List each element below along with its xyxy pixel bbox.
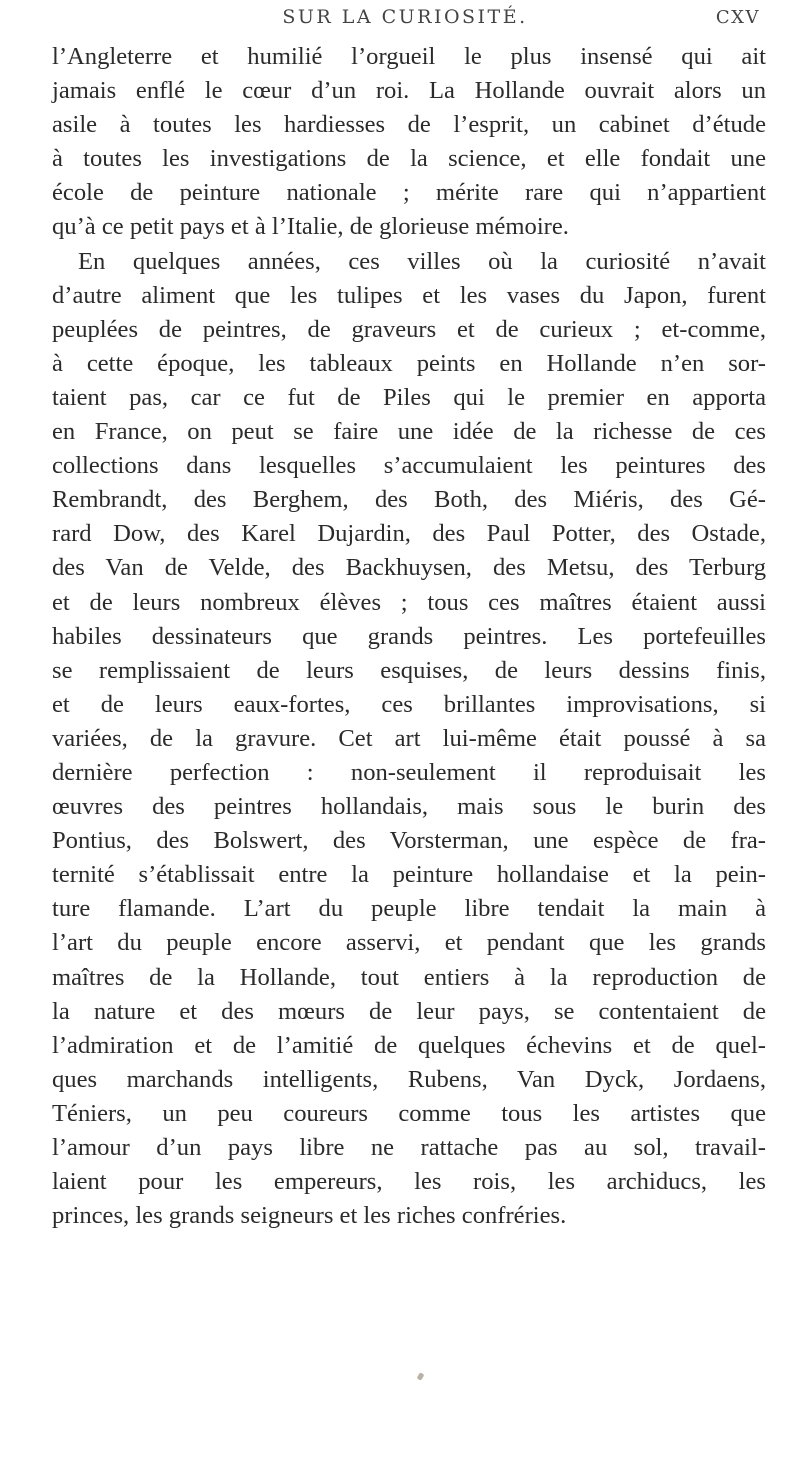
text-line: dernière perfection : non-seulement il reproduisait les [52,758,766,786]
text-line: qu’à ce petit pays et à l’Italie, de glorieuse mémoire. [52,213,569,241]
text-line: l’art du peuple encore asservi, et pendant que les grands [52,929,766,957]
running-head [50,6,760,36]
text-line: princes, les grands seigneurs et les riches confréries. [52,1202,567,1230]
text-line: l’admiration et de l’amitié de quelques échevins et de quel- [52,1031,766,1059]
text-line: jamais enflé le cœur d’un roi. La Hollande ouvrait alors un [52,77,766,105]
text-line: Rembrandt, des Berghem, des Both, des Miéris, des Gé- [52,486,766,514]
text-line: se remplissaient de leurs esquises, de leurs dessins finis, [52,656,766,684]
text-line: la nature et des mœurs de leur pays, se contentaient de [52,997,766,1025]
body-text [52,40,766,1233]
text-line: école de peinture nationale ; mérite rare qui n’appartient [52,179,766,207]
page-number: CXV [715,7,760,28]
text-line: Téniers, un peu coureurs comme tous les artistes que [52,1099,766,1127]
text-line: rard Dow, des Karel Dujardin, des Paul Potter, des Ostade, [52,520,766,548]
text-line: à toutes les investigations de la science, et elle fondait une [52,145,766,173]
text-line: taient pas, car ce fut de Piles qui le premier en apporta [52,383,766,411]
text-line: ques marchands intelligents, Rubens, Van Dyck, Jordaens, [52,1065,766,1093]
text-line: et de leurs nombreux élèves ; tous ces maîtres étaient aussi [52,588,766,616]
text-line: à cette époque, les tableaux peints en Hollande n’en sor- [52,349,766,377]
text-line: ternité s’établissait entre la peinture hollandaise et la pein- [52,861,766,889]
text-line: Pontius, des Bolswert, des Vorsterman, une espèce de fra- [52,827,766,855]
text-line: peuplées de peintres, de graveurs et de curieux ; et-comme, [52,315,766,343]
text-line: En quelques années, ces villes où la curiosité n’avait [78,247,766,275]
text-line: en France, on peut se faire une idée de la richesse de ces [52,418,766,446]
text-line: maîtres de la Hollande, tout entiers à la reproduction de [52,963,766,991]
text-line: habiles dessinateurs que grands peintres. Les portefeuilles [52,622,766,650]
text-line: des Van de Velde, des Backhuysen, des Metsu, des Terburg [52,554,766,582]
text-line: l’amour d’un pays libre ne rattache pas au sol, travail- [52,1134,766,1161]
ink-mark [417,1372,425,1381]
text-line: l’Angleterre et humilié l’orgueil le plus insensé qui ait [52,43,766,70]
text-line: ture flamande. L’art du peuple libre tendait la main à [52,895,766,923]
running-title: SUR LA CURIOSITÉ. [282,6,528,28]
text-line: œuvres des peintres hollandais, mais sous le burin des [52,793,766,821]
text-line: variées, de la gravure. Cet art lui-même était poussé à sa [52,724,766,752]
text-line: laient pour les empereurs, les rois, les archiducs, les [52,1168,766,1196]
text-line: asile à toutes les hardiesses de l’esprit, un cabinet d’étude [52,111,766,139]
text-line: et de leurs eaux-fortes, ces brillantes improvisations, si [52,690,766,718]
text-line: d’autre aliment que les tulipes et les vases du Japon, furent [52,281,766,309]
text-line: collections dans lesquelles s’accumulaient les peintures des [52,452,766,480]
